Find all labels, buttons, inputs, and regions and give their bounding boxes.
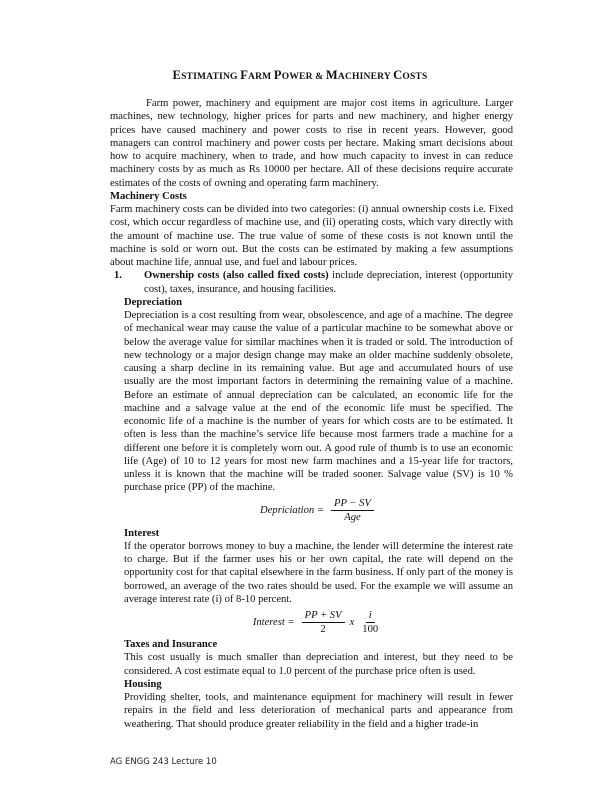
list-number: 1.: [114, 270, 122, 282]
taxes-paragraph: This cost usually is much smaller than depreciation and interest, but they need to be considered. A cost estimate equal to 1.0 percent of the purchase price often is used.: [124, 652, 513, 677]
housing-paragraph: Providing shelter, tools, and maintenance equipment for machinery will result in fewer repairs in the field and less deterioration of mechanical parts and appearance from weathering. That should produce greater reliability in the field and a higher trade-in: [124, 692, 513, 730]
page-footer: AG ENGG 243 Lecture 10: [110, 757, 217, 767]
ownership-subsections: [124, 296, 513, 731]
taxes-heading: Taxes and Insurance: [124, 639, 218, 650]
interest-heading: Interest: [124, 527, 160, 539]
formula-fraction: [302, 609, 345, 637]
formula-denominator: 2: [320, 623, 326, 635]
formula-denominator: Age: [344, 512, 361, 523]
formula-fraction-rate: [359, 609, 381, 637]
machinery-costs-heading: Machinery Costs: [110, 190, 187, 202]
formula-denominator: 100: [362, 623, 379, 635]
ownership-costs-lead: Ownership costs (also called fixed costs): [144, 270, 329, 282]
formula-multiply-sign: x: [349, 616, 355, 628]
depreciation-formula: [124, 496, 513, 527]
ownership-costs-text: include depreciation, interest (opportunity cost), taxes, insurance, and housing facilities.: [144, 270, 513, 295]
page-title: ESTIMATING FARM POWER & MACHINERY COSTS: [172, 68, 428, 82]
formula-lhs: Interest =: [252, 616, 295, 628]
document-body: [110, 97, 513, 731]
machinery-costs-paragraph: Farm machinery costs can be divided into two categories: (i) annual ownership costs i.e. Fixed cost, which occur regardless of machine use, and (ii) operating costs, which vary directly with the amount of machine use. The true value of some of these costs is not known until the machine is sold or worn out. But the costs can be estimated by making a few assumptions about machine life, annual use, and fuel and labour prices.: [110, 204, 513, 268]
interest-paragraph: If the operator borrows money to buy a machine, the lender will determine the interest rate to charge. But if the farmer uses his or her own capital, the rate will depend on the opportunity cost for that capital elsewhere in the farm business. If only part of the money is borrowed, an average of the two rates should be used. For the example we will assume an average interest rate (i) of 8-10 percent.: [124, 540, 513, 605]
formula-lhs: Depriciation =: [260, 505, 324, 517]
formula-numerator: PP − SV: [331, 497, 374, 511]
formula-fraction: [331, 497, 374, 525]
depreciation-paragraph: Depreciation is a cost resulting from wear, obsolescence, and age of a machine. The degree of mechanical wear may cause the value of a particular machine to be somewhat above or below the average value for similar machines when it is traded or sold. The introduction of new technology or a major design change may make an older machine suddenly obsolete, causing a sharp decline in its remaining value. But age and accumulated hours of use usually are the most important factors in determining the remaining value of a machine. Before an estimate of annual depreciation can be calculated, an economic life for the machine and a salvage value at the end of the economic life must be specified. The economic life of a machine is the number of years for which costs are to be estimated. It often is less than the machine’s service life because most farmers trade a machine for a different one before it is completely worn out. A good rule of thumb is to use an economic life (Age) of 10 to 12 years for most new farm machines and a 15-year life for tractors, unless it is known that the machine will be traded sooner. Salvage value (SV) is 10 % purchase price (PP) of the machine.: [124, 310, 513, 494]
housing-heading: Housing: [124, 678, 162, 690]
intro-paragraph: Farm power, machinery and equipment are major cost items in agriculture. Larger machines, new technology, higher prices for parts and new machinery, and higher energy prices have caused machinery and power costs to rise in recent years. However, good managers can control machinery and power costs per hectare. Making smart decisions about how to acquire machinery, when to trade, and how much capacity to invest in can reduce machinery costs by as much as Rs 10000 per hectare. All of these decisions require accurate estimates of the costs of owning and operating farm machinery.: [110, 98, 513, 189]
formula-numerator: i: [366, 609, 375, 623]
depreciation-heading: Depreciation: [124, 296, 183, 308]
formula-numerator: PP + SV: [302, 609, 345, 623]
interest-formula: [124, 607, 513, 638]
ownership-costs-item: [110, 269, 513, 296]
